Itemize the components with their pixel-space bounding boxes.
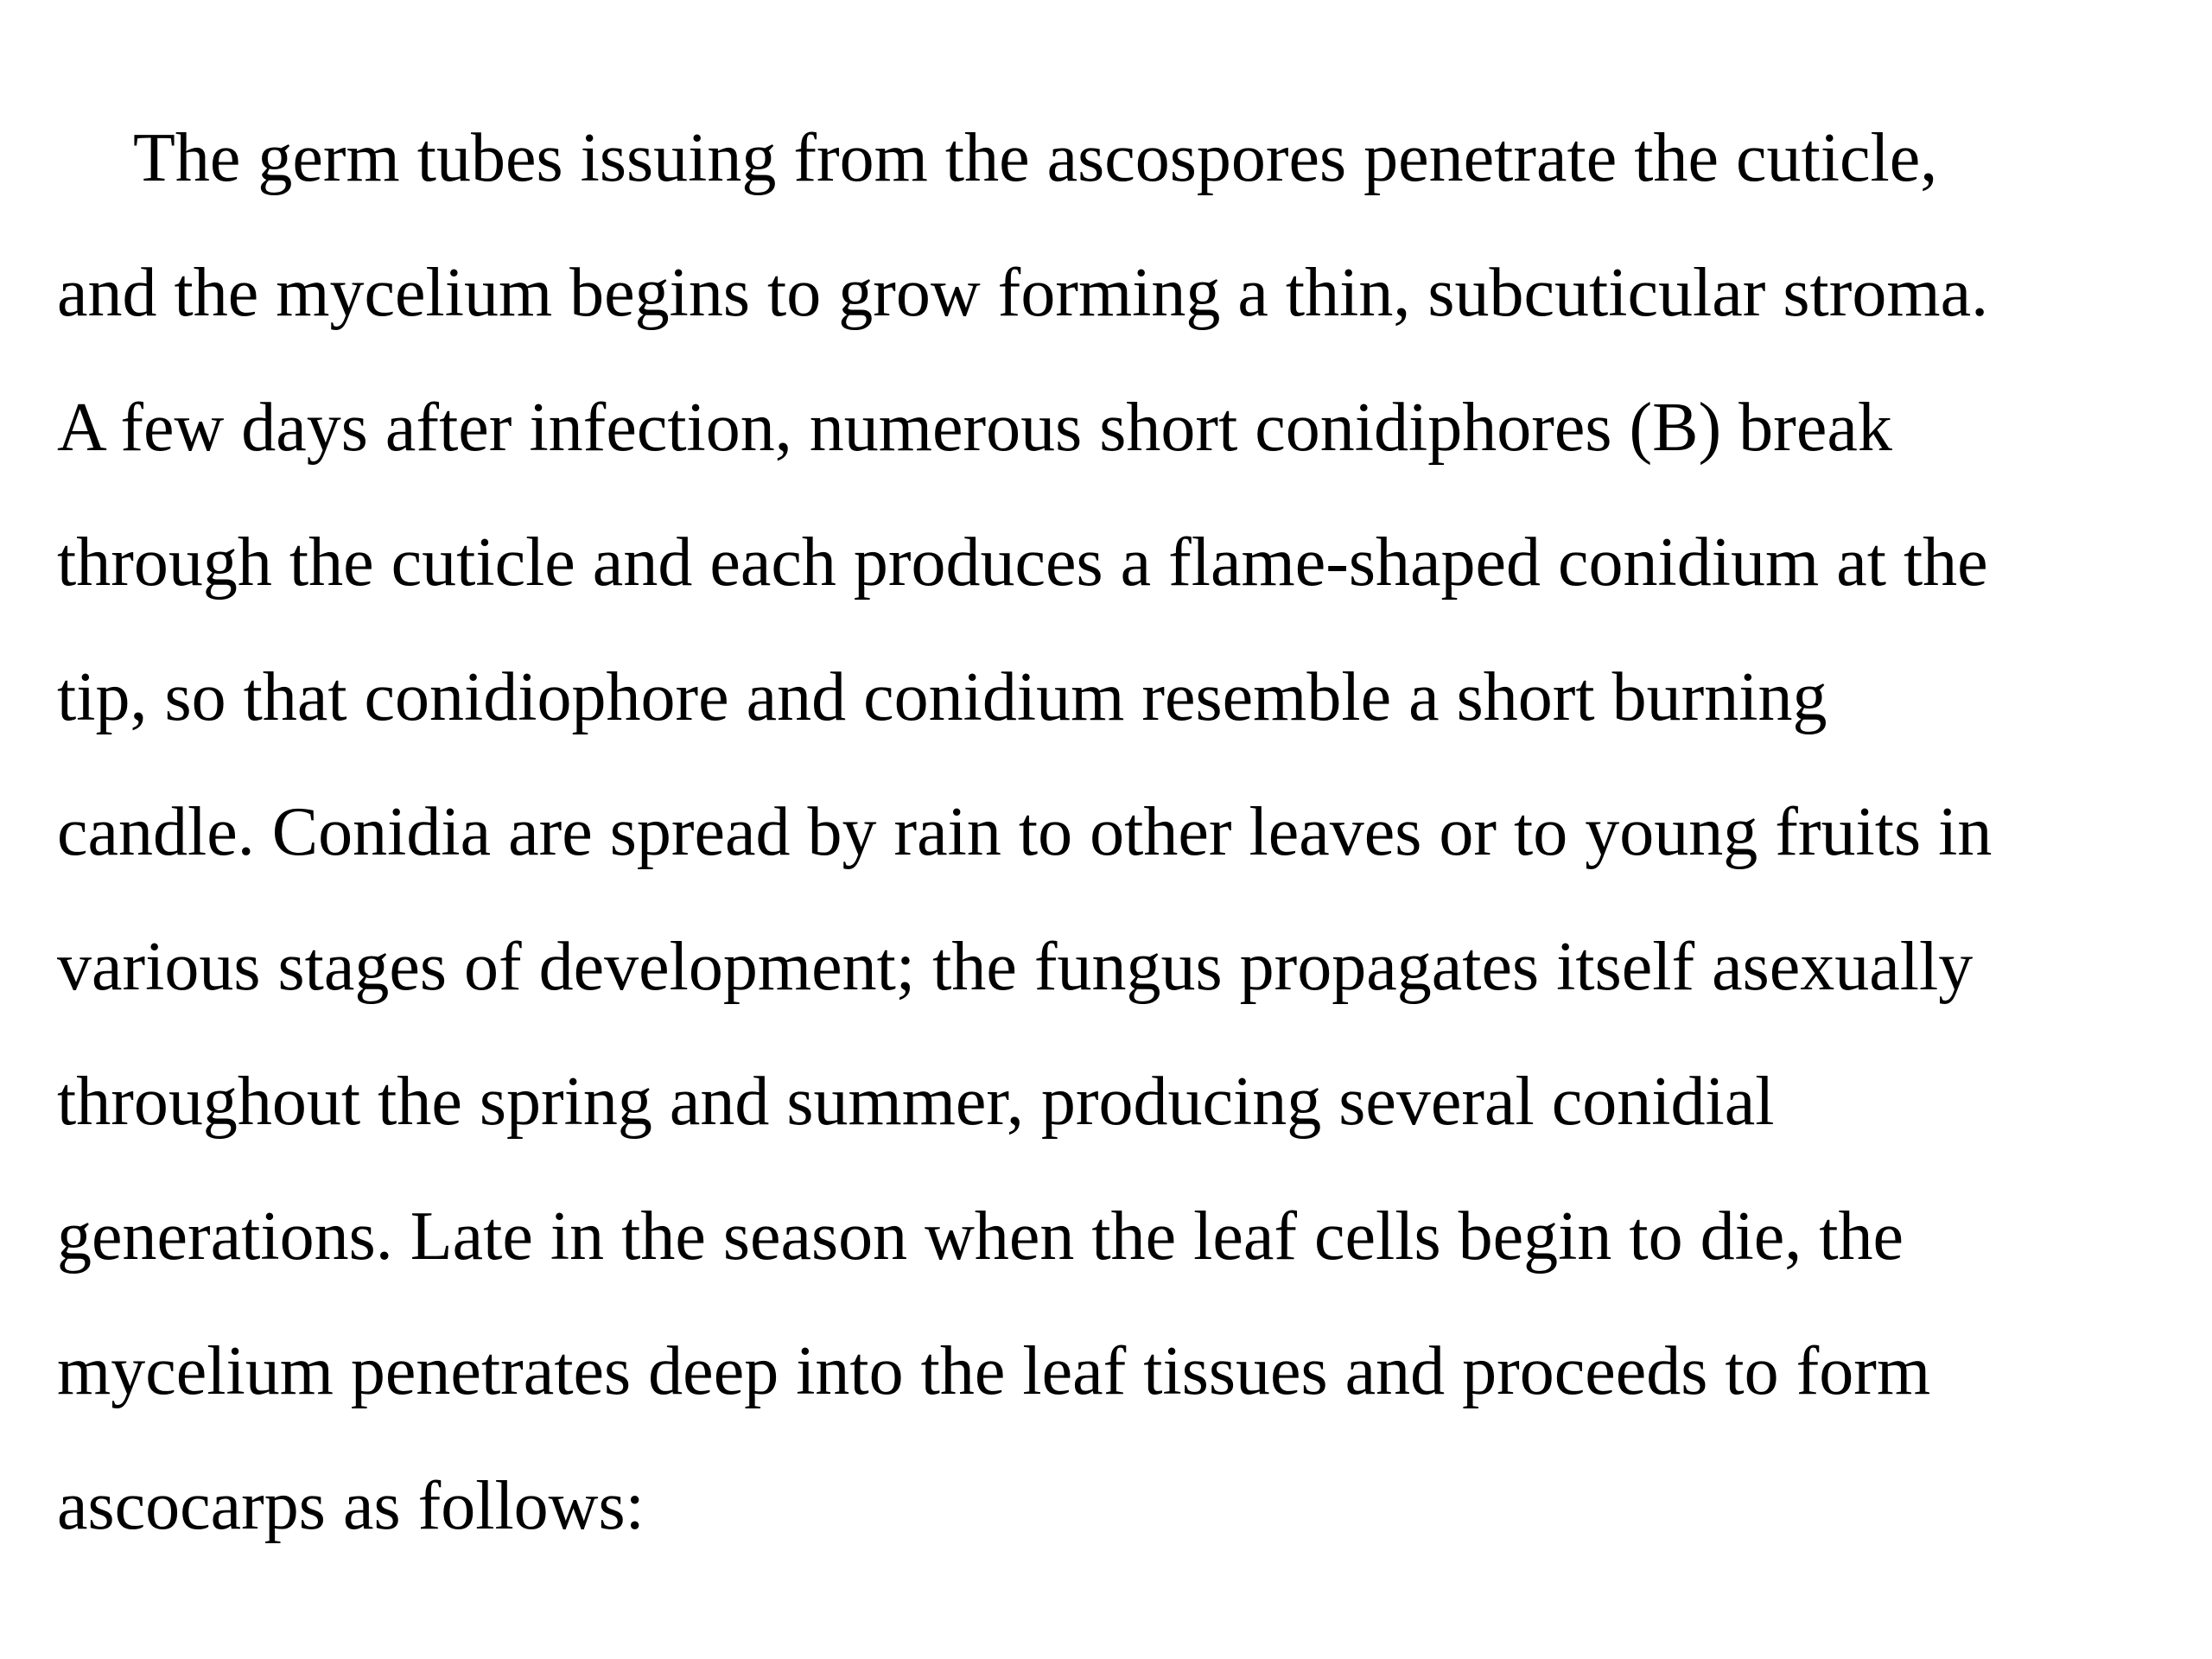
paragraph-line: A few days after infection, numerous short conidiphores (B) break — [57, 390, 1892, 466]
paragraph-line: various stages of development; the fungus propagates itself asexually — [57, 929, 1974, 1005]
paragraph-line: through the cuticle and each produces a flame-shaped conidium at the — [57, 524, 1988, 601]
paragraph-line: mycelium penetrates deep into the leaf tissues and proceeds to form — [57, 1333, 1931, 1409]
paragraph-line: candle. Conidia are spread by rain to other leaves or to young fruits in — [57, 794, 1993, 870]
paragraph-line: and the mycelium begins to grow forming a thin, subcuticular stroma. — [57, 255, 1989, 331]
paragraph-line: The germ tubes issuing from the ascospores penetrate the cuticle, — [133, 120, 1938, 196]
paragraph-line: ascocarps as follows: — [57, 1468, 645, 1544]
paragraph-line: generations. Late in the season when the leaf cells begin to die, the — [57, 1198, 1904, 1274]
paragraph-line: tip, so that conidiophore and conidium resemble a short burning — [57, 659, 1827, 735]
paragraph — [57, 91, 2183, 1573]
paragraph-line: throughout the spring and summer, producing several conidial — [57, 1064, 1775, 1140]
